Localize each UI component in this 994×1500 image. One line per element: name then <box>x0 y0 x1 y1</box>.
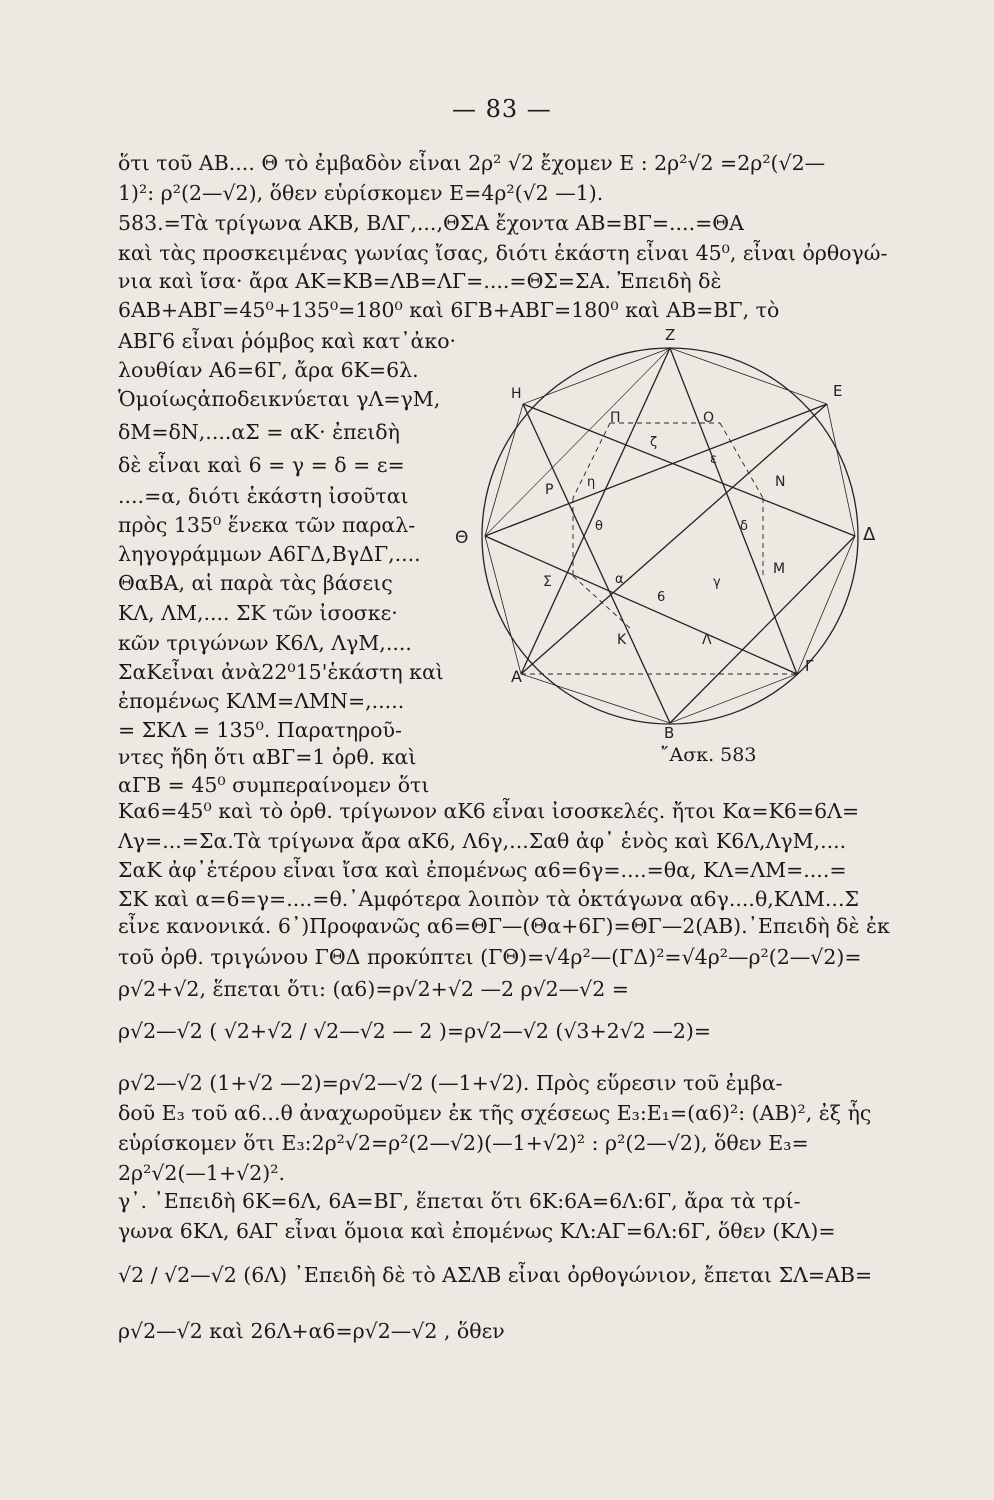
label-s: Σ <box>543 574 552 590</box>
text-line: ΣαΚεἶναι ἀνὰ22⁰15'ἑκάστη καὶ <box>118 660 444 684</box>
text-line: 1)²: ρ²(2—√2), ὅθεν εὑρίσκομεν Ε=4ρ²(√2 —1). <box>118 181 604 205</box>
label-epsilon: ε <box>710 452 718 467</box>
text-line: Λγ=...=Σα.Τὰ τρίγωνα ἄρα αΚ6, Λ6γ,...Σαθ ἀφ᾽ ἑνὸς καὶ Κ6Λ,ΛγΜ,.... <box>118 829 847 853</box>
text-line: ρ√2+√2, ἕπεται ὅτι: (α6)=ρ√2+√2 —2 ρ√2—√2 = <box>118 977 629 1001</box>
text-line: γωνα 6ΚΛ, 6ΑΓ εἶναι ὅμοια καὶ ἐπομένως ΚΛ:ΑΓ=6Λ:6Γ, ὅθεν (ΚΛ)= <box>118 1219 836 1243</box>
outer-octagon <box>485 348 855 723</box>
label-o: Ο <box>703 410 715 426</box>
text-line: Ὁμοίωςἀποδεικνύεται γΛ=γΜ, <box>118 387 441 411</box>
octagon-figure <box>445 318 895 738</box>
text-line: λουθίαν Α6=6Γ, ἄρα 6Κ=6λ. <box>118 358 419 382</box>
label-B: Β <box>664 724 675 738</box>
text-line: τοῦ ὀρθ. τριγώνου ΓΘΔ προκύπτει (ΓΘ)=√4ρ²—(ΓΔ)²=√4ρ²—ρ²(2—√2)= <box>118 945 862 969</box>
label-beta: 6 <box>657 590 666 605</box>
text-line: εἶνε κανονικά. 6᾽)Προφανῶς α6=ΘΓ—(Θα+6Γ)=ΘΓ—2(ΑΒ).᾽Επειδὴ δὲ ἐκ <box>118 914 890 938</box>
star-line <box>485 348 670 536</box>
text-line: νια καὶ ἴσα· ἄρα ΑΚ=ΚΒ=ΛΒ=ΛΓ=....=ΘΣ=ΣΑ. Ἐπειδὴ δὲ <box>118 269 722 293</box>
text-line: 583.=Τὰ τρίγωνα ΑΚΒ, ΒΛΓ,...,ΘΣΑ ἔχοντα ΑΒ=ΒΓ=....=ΘΑ <box>118 211 744 235</box>
star-line <box>523 404 670 723</box>
text-line: ὅτι τοῦ ΑΒ.... Θ τὸ ἐμβαδὸν εἶναι 2ρ² √2 ἔχομεν Ε : 2ρ²√2 =2ρ²(√2— <box>118 151 826 175</box>
label-G: Γ <box>805 657 814 675</box>
circumcircle <box>482 348 858 724</box>
text-line: ΣαΚ ἀφ᾽ἑτέρου εἶναι ἴσα καὶ ἐπομένως α6=6γ=....=θα, ΚΛ=ΛΜ=....= <box>118 858 847 882</box>
label-delta: δ <box>740 519 748 534</box>
label-H: Η <box>511 386 522 402</box>
text-line: ρ√2—√2 ( √2+√2 / √2—√2 — 2 )=ρ√2—√2 (√3+2√2 —2)= <box>118 1019 712 1043</box>
star-line <box>485 404 827 536</box>
label-theta: θ <box>595 519 603 534</box>
label-pi: Π <box>610 410 621 426</box>
label-D: Δ <box>863 524 876 545</box>
label-gamma: γ <box>713 575 721 590</box>
text-line: ΘαΒΑ, αἱ παρὰ τὰς βάσεις <box>118 571 393 595</box>
text-line: ΑΒΓ6 εἶναι ῥόμβος καὶ κατ᾽ἀκο· <box>118 329 457 353</box>
text-line: καὶ τὰς προσκειμένας γωνίας ἴσας, διότι ἑκάστη εἶναι 45⁰, εἶναι ὀρθογώ- <box>118 241 888 265</box>
star-line <box>485 536 797 674</box>
page-number: — 83 — <box>452 95 552 123</box>
label-alpha: α <box>615 572 624 587</box>
text-line: Κα6=45⁰ καὶ τὸ ὀρθ. τρίγωνον αΚ6 εἶναι ἰσοσκελές. ἤτοι Κα=Κ6=6Λ= <box>118 799 860 823</box>
text-line: γ᾽. ᾽Επειδὴ 6Κ=6Λ, 6Α=ΒΓ, ἕπεται ὅτι 6Κ:6Α=6Λ:6Γ, ἄρα τὰ τρί- <box>118 1189 801 1213</box>
text-line: δὲ εἶναι καὶ 6 = γ = δ = ε= <box>118 453 405 477</box>
label-Z: Ζ <box>665 326 676 344</box>
text-line: πρὸς 135⁰ ἕνεκα τῶν παραλ- <box>118 513 416 537</box>
text-line: ΚΛ, ΛΜ,.... ΣΚ τῶν ἰσοσκε· <box>118 601 398 625</box>
text-line: αΓΒ = 45⁰ συμπεραίνομεν ὅτι <box>118 773 430 797</box>
text-line: 2ρ²√2(—1+√2)². <box>118 1161 285 1185</box>
text-line: ρ√2—√2 (1+√2 —2)=ρ√2—√2 (—1+√2). Πρὸς εὕρεσιν τοῦ ἐμβα- <box>118 1071 783 1095</box>
text-line: ΣΚ καὶ α=6=γ=....=θ.᾽Αμφότερα λοιπὸν τὰ ὀκτάγωνα α6γ....θ,ΚΛΜ...Σ <box>118 887 859 911</box>
text-line: = ΣΚΛ = 135⁰. Παρατηροῦ- <box>118 718 402 742</box>
text-line: δοῦ Ε₃ τοῦ α6...θ ἀναχωροῦμεν ἐκ τῆς σχέσεως Ε₃:Ε₁=(α6)²: (ΑΒ)², ἐξ ἧς <box>118 1101 872 1125</box>
label-m: Μ <box>773 561 786 577</box>
label-A: Α <box>511 667 522 686</box>
label-Th: Θ <box>455 528 469 548</box>
label-n: Ν <box>775 474 786 490</box>
text-line: εὑρίσκομεν ὅτι Ε₃:2ρ²√2=ρ²(2—√2)(—1+√2)² : ρ²(2—√2), ὅθεν Ε₃= <box>118 1131 809 1155</box>
text-line: ληγογράμμων Α6ΓΔ,ΒγΔΓ,.... <box>118 542 421 566</box>
text-line: ἐπομένως ΚΛΜ=ΛΜΝ=,..... <box>118 689 405 713</box>
text-line: √2 / √2—√2 (6Λ) ᾽Επειδὴ δὲ τὸ ΑΣΛΒ εἶναι ὀρθογώνιον, ἔπεται ΣΛ=ΑΒ= <box>118 1263 873 1287</box>
label-zeta: ζ <box>650 435 658 450</box>
label-eta: η <box>587 475 596 490</box>
label-l: Λ <box>702 632 712 648</box>
star-line <box>670 348 797 674</box>
label-E: Ε <box>833 382 843 400</box>
figure-caption: ῎Ασκ. 583 <box>660 744 757 766</box>
text-line: κῶν τριγώνων Κ6Λ, ΛγΜ,.... <box>118 631 412 655</box>
text-line: δΜ=δΝ,....αΣ = αΚ· ἐπειδὴ <box>118 420 400 444</box>
octagon-diagram <box>445 318 895 738</box>
label-k: Κ <box>617 632 627 648</box>
text-line: ντες ἤδη ὅτι αΒΓ=1 ὀρθ. καὶ <box>118 745 417 769</box>
dashed-line <box>720 423 763 498</box>
text-line: ....=α, διότι ἑκάστη ἰσοῦται <box>118 484 409 508</box>
text-line: 6ΑΒ+ΑΒΓ=45⁰+135⁰=180⁰ καὶ 6ΓΒ+ΑΒΓ=180⁰ καὶ ΑΒ=ΒΓ, τὸ <box>118 298 780 322</box>
label-r: Ρ <box>545 482 554 498</box>
text-line: ρ√2—√2 καὶ 26Λ+α6=ρ√2—√2 , ὅθεν <box>118 1319 505 1343</box>
